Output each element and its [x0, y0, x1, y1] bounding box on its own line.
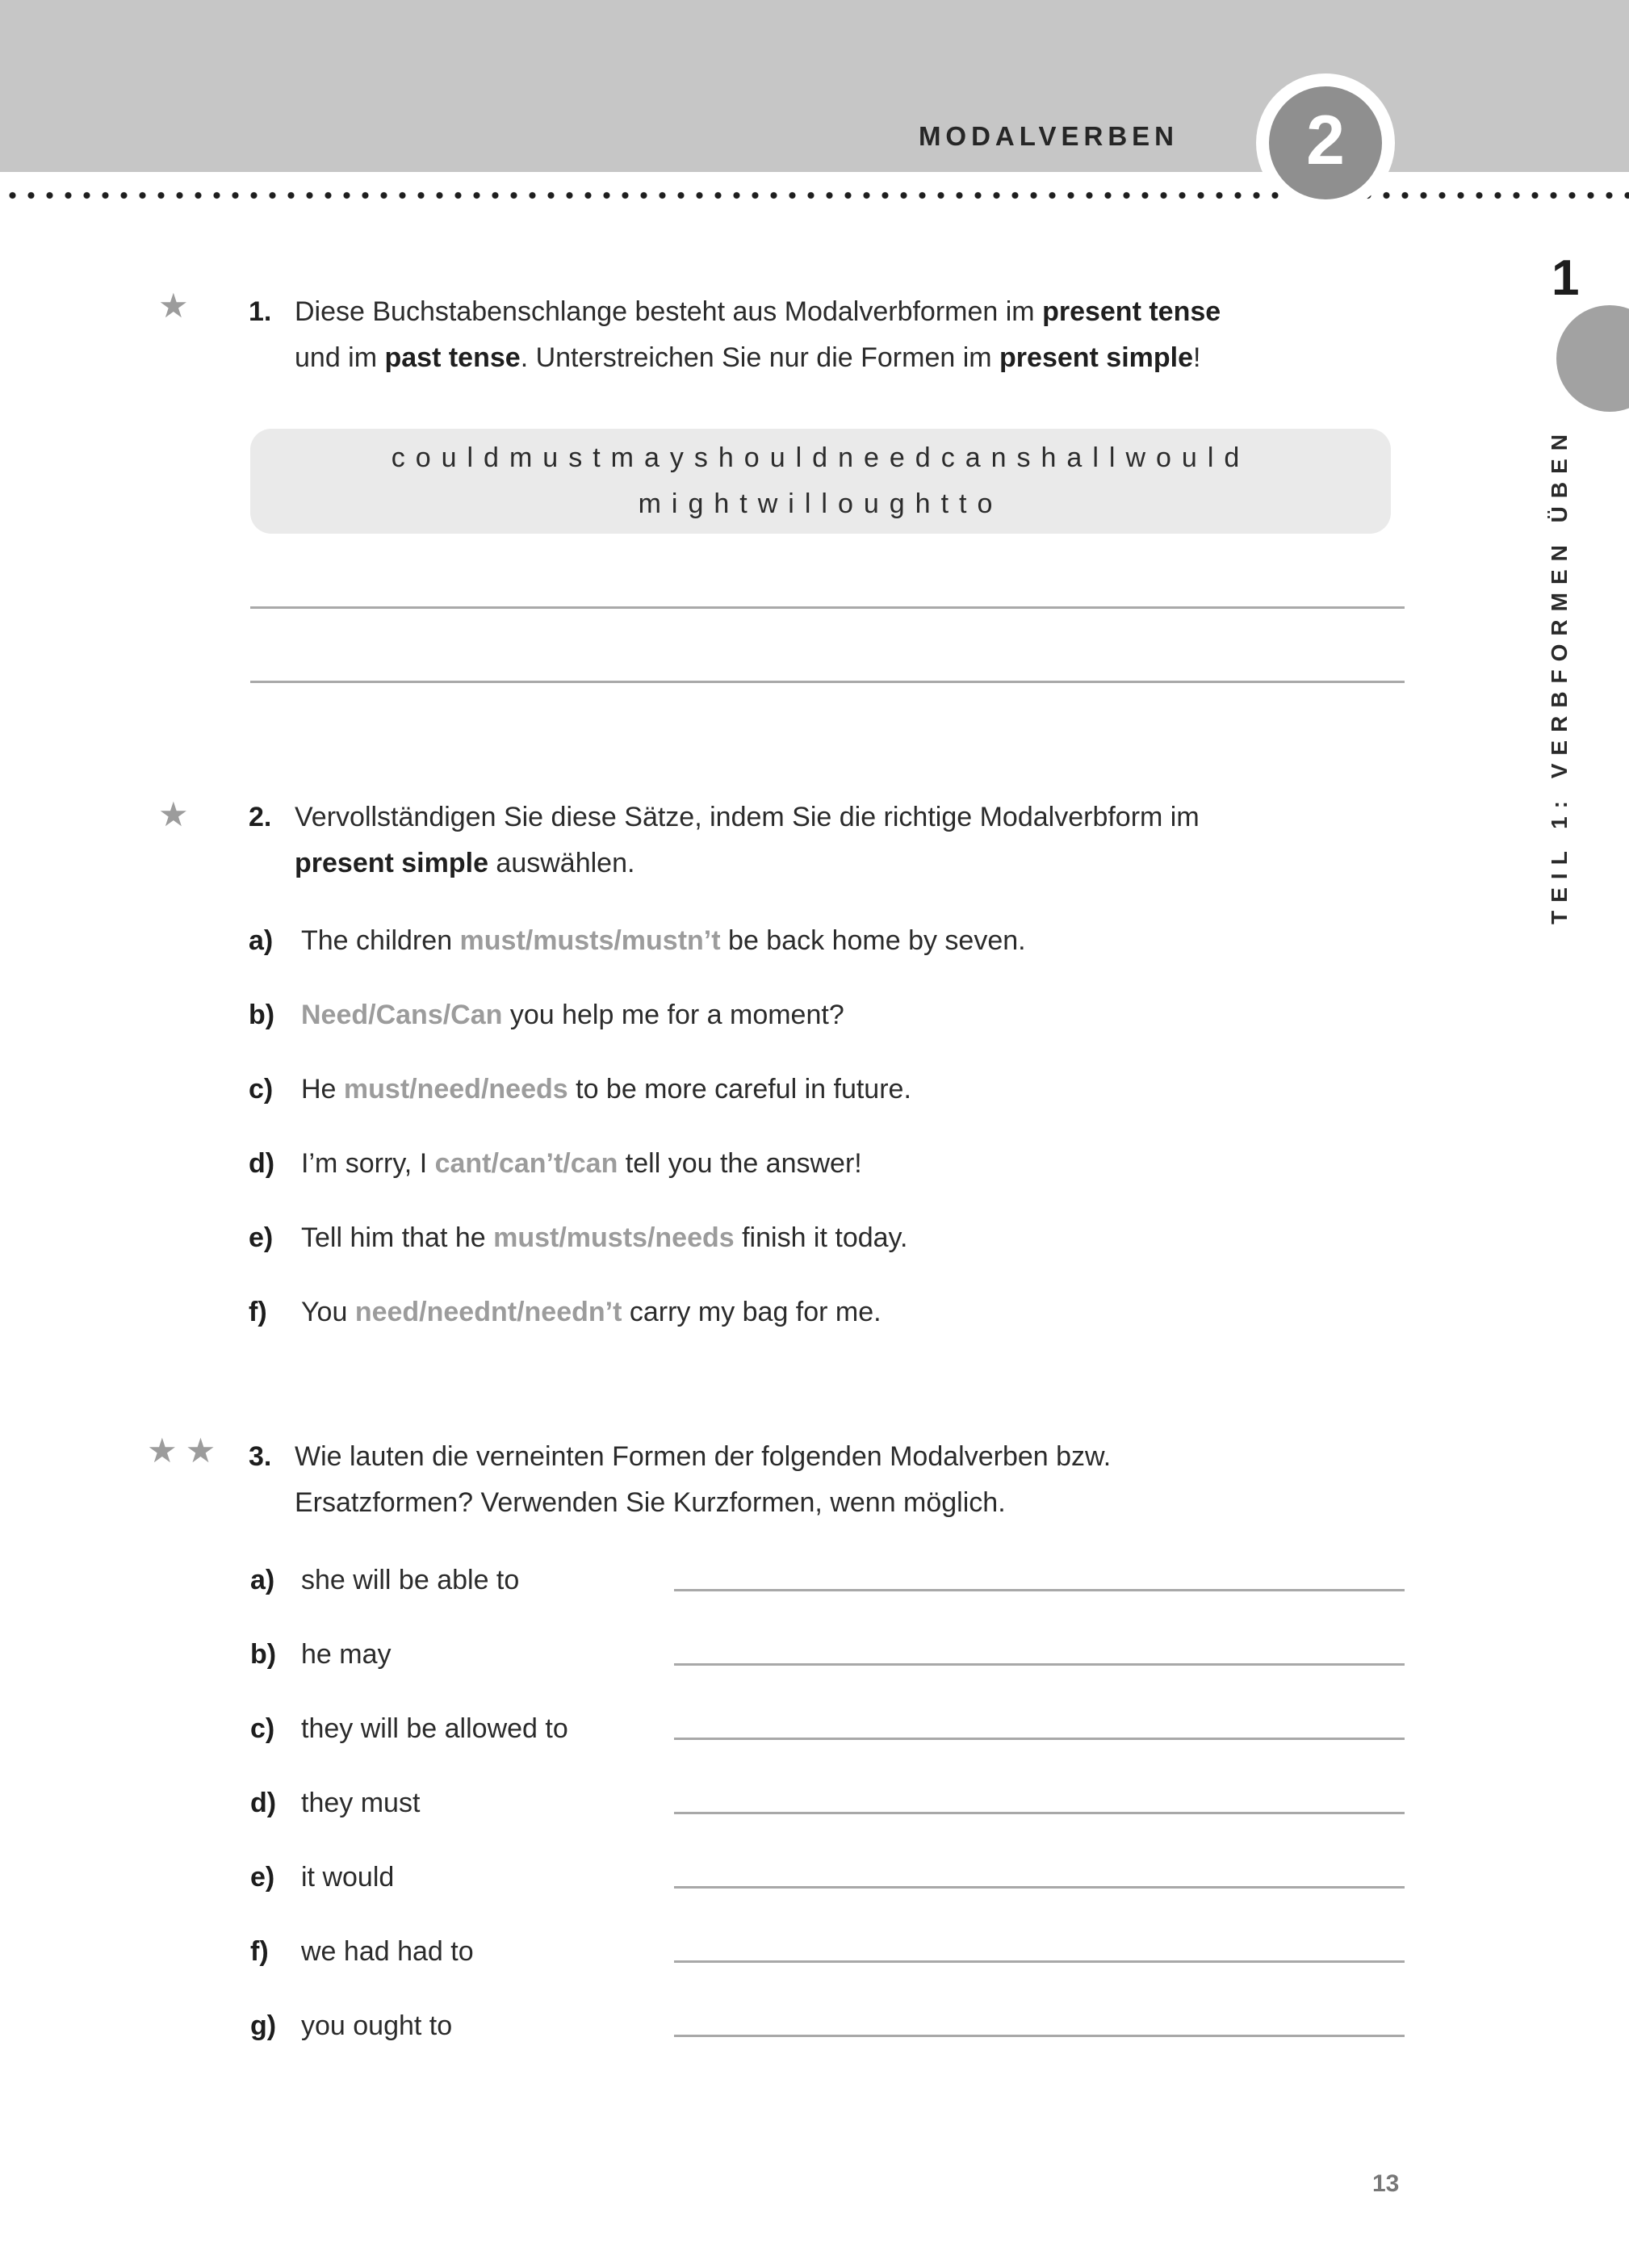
- sentence-item: c) He must/need/needs to be more careful in future.: [249, 1074, 911, 1105]
- dotted-divider: [0, 190, 1629, 201]
- fill-in-item: a) she will be able to: [249, 1565, 1405, 1639]
- letter-snake-line: couldmustmayshouldneedcanshallwould: [391, 442, 1250, 473]
- fill-in-item: e) it would: [249, 1862, 1405, 1936]
- answer-line: [250, 606, 1405, 609]
- sentence-item: f) You need/neednt/needn’t carry my bag for me.: [249, 1297, 882, 1327]
- answer-blank: [674, 1812, 1405, 1814]
- fill-in-item: c) they will be allowed to: [249, 1713, 1405, 1788]
- sentence-item: b) Need/Cans/Can you help me for a moment?: [249, 1000, 844, 1030]
- sentence-item: d) I’m sorry, I cant/can’t/can tell you the answer!: [249, 1148, 862, 1179]
- fill-in-item: g) you ought to: [249, 2010, 1405, 2085]
- fill-in-item: b) he may: [249, 1639, 1405, 1713]
- letter-snake-line: mightwilloughtto: [638, 488, 1003, 519]
- modal-options: cant/can’t/can: [434, 1148, 618, 1179]
- modal-options: need/neednt/needn’t: [354, 1297, 622, 1327]
- answer-blank: [674, 2035, 1405, 2037]
- page-title: MODALVERBEN: [918, 121, 1179, 151]
- modal-options: Need/Cans/Can: [301, 1000, 503, 1030]
- sentence-item: a) The children must/musts/mustn’t be back home by seven.: [249, 925, 1026, 956]
- exercise-number: 3.: [249, 1441, 272, 1472]
- sidebar-part-number: 1: [1552, 250, 1580, 306]
- exercise-3-header: [249, 1434, 1111, 1526]
- exercise-2-items: [249, 925, 1026, 1371]
- modal-options: must/musts/needs: [493, 1222, 735, 1253]
- sentence-item: e) Tell him that he must/musts/needs finish it today.: [249, 1222, 908, 1253]
- exercise-1-header: [249, 289, 1221, 381]
- answer-blank: [674, 1886, 1405, 1889]
- exercise-number: 2.: [249, 802, 272, 832]
- sidebar-tab-label: TEIL 1: VERBFORMEN ÜBEN: [1547, 426, 1572, 924]
- answer-blank: [674, 1738, 1405, 1740]
- page-number: 13: [1372, 2170, 1400, 2197]
- answer-blank: [674, 1960, 1405, 1963]
- sidebar-circle: [1556, 305, 1629, 412]
- fill-in-item: d) they must: [249, 1788, 1405, 1862]
- modal-options: must/musts/mustn’t: [459, 925, 721, 956]
- modal-options: must/need/needs: [343, 1074, 568, 1105]
- answer-blank: [674, 1663, 1405, 1666]
- exercise-instruction: Wie lauten die verneinten Formen der folgenden Modalverben bzw. Ersatzformen? Verwenden Sie Kurzformen, wenn möglich.: [295, 1441, 1112, 1518]
- exercise-instruction: Diese Buchstabenschlange besteht aus Modalverbformen im present tense und im past tense. Unterstreichen Sie nur die Formen im present simple!: [295, 296, 1221, 373]
- chapter-badge: [1256, 73, 1395, 212]
- chapter-number: 2: [1269, 86, 1382, 199]
- difficulty-stars-icon: ★★: [147, 1432, 224, 1469]
- answer-blank: [674, 1589, 1405, 1591]
- fill-in-item: f) we had had to: [249, 1936, 1405, 2010]
- difficulty-star-icon: ★: [158, 795, 189, 833]
- exercise-2-header: [249, 794, 1200, 887]
- exercise-instruction: Vervollständigen Sie diese Sätze, indem Sie die richtige Modalverbform im present simple auswählen.: [295, 802, 1200, 878]
- exercise-number: 1.: [249, 296, 272, 327]
- difficulty-star-icon: ★: [158, 287, 189, 325]
- answer-line: [250, 681, 1405, 683]
- exercise-3-items: [249, 1565, 1405, 2085]
- letter-snake-box: [250, 429, 1391, 534]
